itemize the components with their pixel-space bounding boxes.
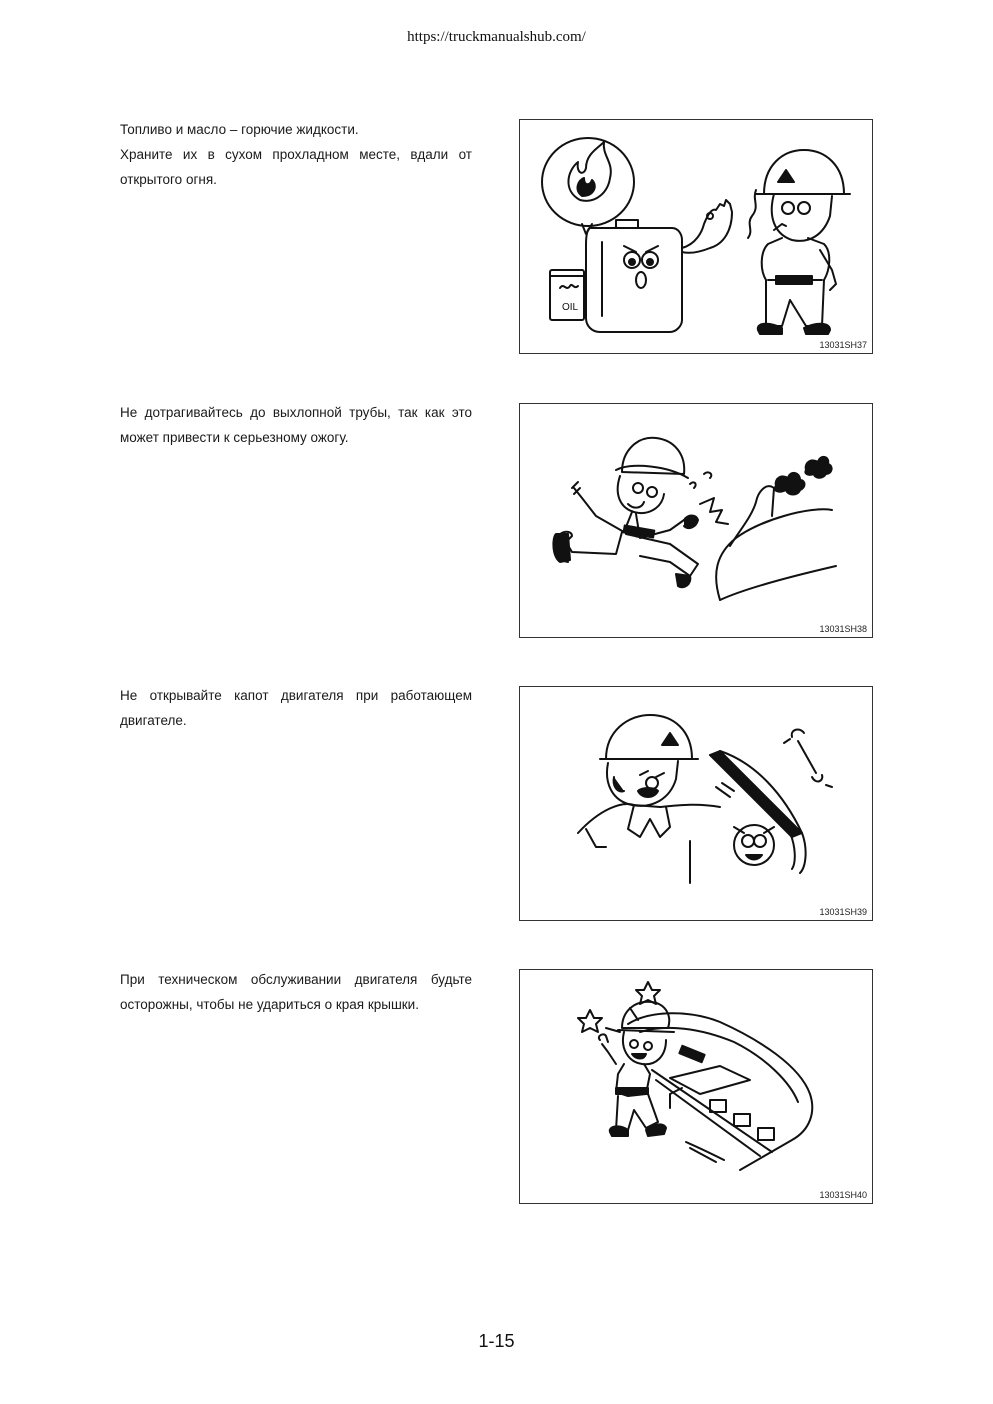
section-1-line-1: Топливо и масло – горючие жидкости.: [120, 122, 359, 137]
section-3-line-1: Не открывайте капот двигателя при работающем двигателе.: [120, 688, 472, 728]
figure-engine-hood: [519, 686, 873, 921]
figure-code: 13031SH40: [819, 1190, 867, 1200]
exhaust-burn-illustration: [520, 404, 873, 638]
section-4-line-1: При техническом обслуживании двигателя будьте осторожны, чтобы не удариться о края крышки.: [120, 972, 472, 1012]
section-3-text: [120, 683, 472, 733]
section-2-text: [120, 400, 472, 450]
figure-cover-edge: [519, 969, 873, 1204]
header-url: https://truckmanualshub.com/: [407, 29, 586, 45]
cover-edge-illustration: [520, 970, 873, 1204]
oil-can-label: OIL: [562, 302, 579, 313]
figure-fuel-oil-flammable: [519, 119, 873, 354]
figure-code: 13031SH37: [819, 340, 867, 350]
fuel-oil-illustration: [520, 120, 873, 354]
figure-exhaust-burn: [519, 403, 873, 638]
section-1-text: [120, 117, 472, 192]
figure-code: 13031SH39: [819, 907, 867, 917]
section-4-text: [120, 967, 472, 1017]
section-1-line-2: Храните их в сухом прохладном месте, вдали от открытого огня.: [120, 147, 472, 187]
engine-hood-illustration: [520, 687, 873, 921]
page-number: 1-15: [478, 1331, 515, 1351]
section-2-line-1: Не дотрагивайтесь до выхлопной трубы, так как это может привести к серьезному ожогу.: [120, 405, 472, 445]
figure-code: 13031SH38: [819, 624, 867, 634]
